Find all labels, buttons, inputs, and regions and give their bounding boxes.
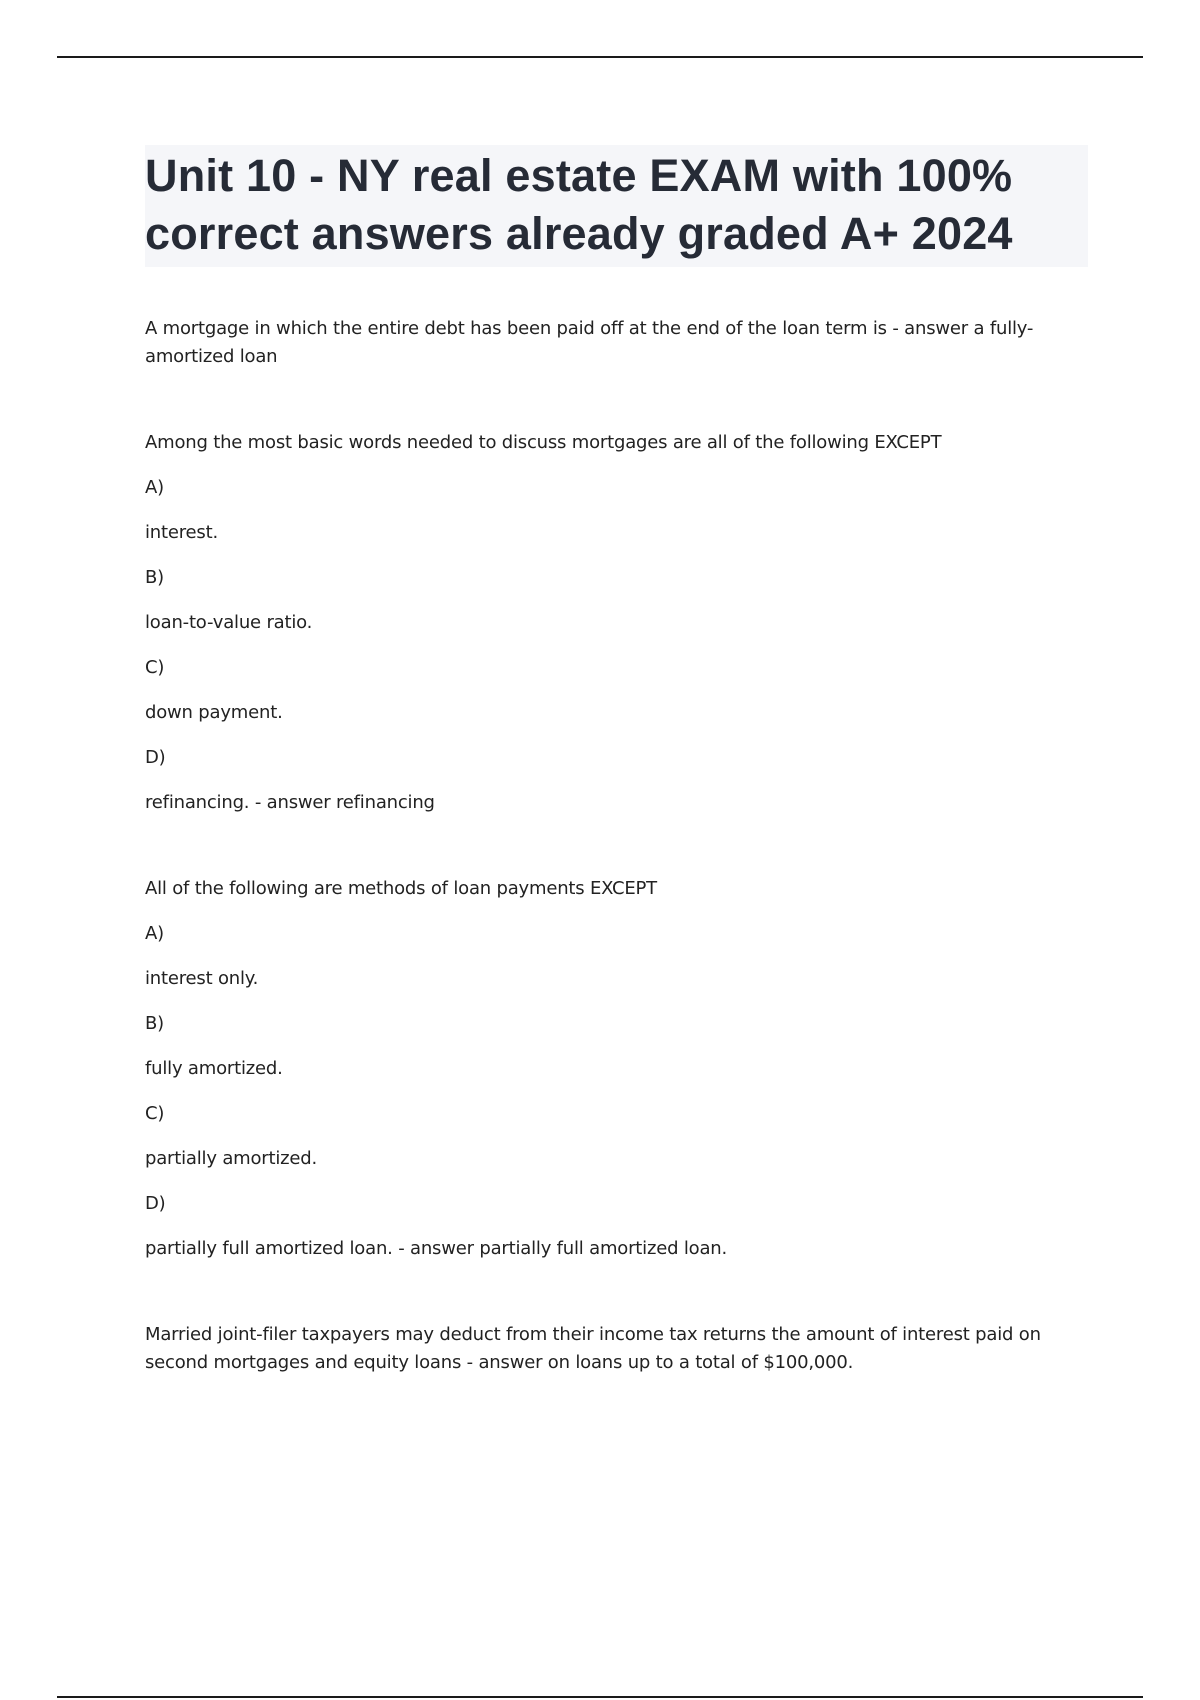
option-text: loan-to-value ratio. [145,612,313,633]
bottom-rule [57,1696,1143,1698]
option-text: interest only. [145,968,259,989]
title-block [145,145,1088,267]
question-text: A mortgage in which the entire debt has been paid off at the end of the loan term is - answer a fully-amortized loan [145,318,1034,367]
top-rule [57,56,1143,58]
option-text: down payment. [145,702,283,723]
option-text: refinancing. - answer refinancing [145,792,435,813]
question-2 [145,429,1090,817]
option-letter: D) [145,1193,166,1214]
option-text: fully amortized. [145,1058,283,1079]
document-title: Unit 10 - NY real estate EXAM with 100% correct answers already graded A+ 2024 [145,150,1013,259]
option-letter: A) [145,477,164,498]
question-text: Among the most basic words needed to discuss mortgages are all of the following EXCEPT [145,432,942,453]
option-letter: A) [145,923,164,944]
document-body [145,145,1090,1377]
option-text: partially full amortized loan. - answer partially full amortized loan. [145,1238,728,1259]
option-letter: C) [145,657,165,678]
option-letter: B) [145,1013,164,1034]
question-text: Married joint-filer taxpayers may deduct from their income tax returns the amount of interest paid on second mortgages and equity loans - answer on loans up to a total of $100,000. [145,1324,1041,1373]
question-text: All of the following are methods of loan payments EXCEPT [145,878,657,899]
question-3 [145,875,1090,1263]
option-text: partially amortized. [145,1148,318,1169]
option-letter: C) [145,1103,165,1124]
question-4 [145,1321,1090,1377]
option-letter: D) [145,747,166,768]
option-text: interest. [145,522,218,543]
question-1 [145,315,1090,371]
option-letter: B) [145,567,164,588]
